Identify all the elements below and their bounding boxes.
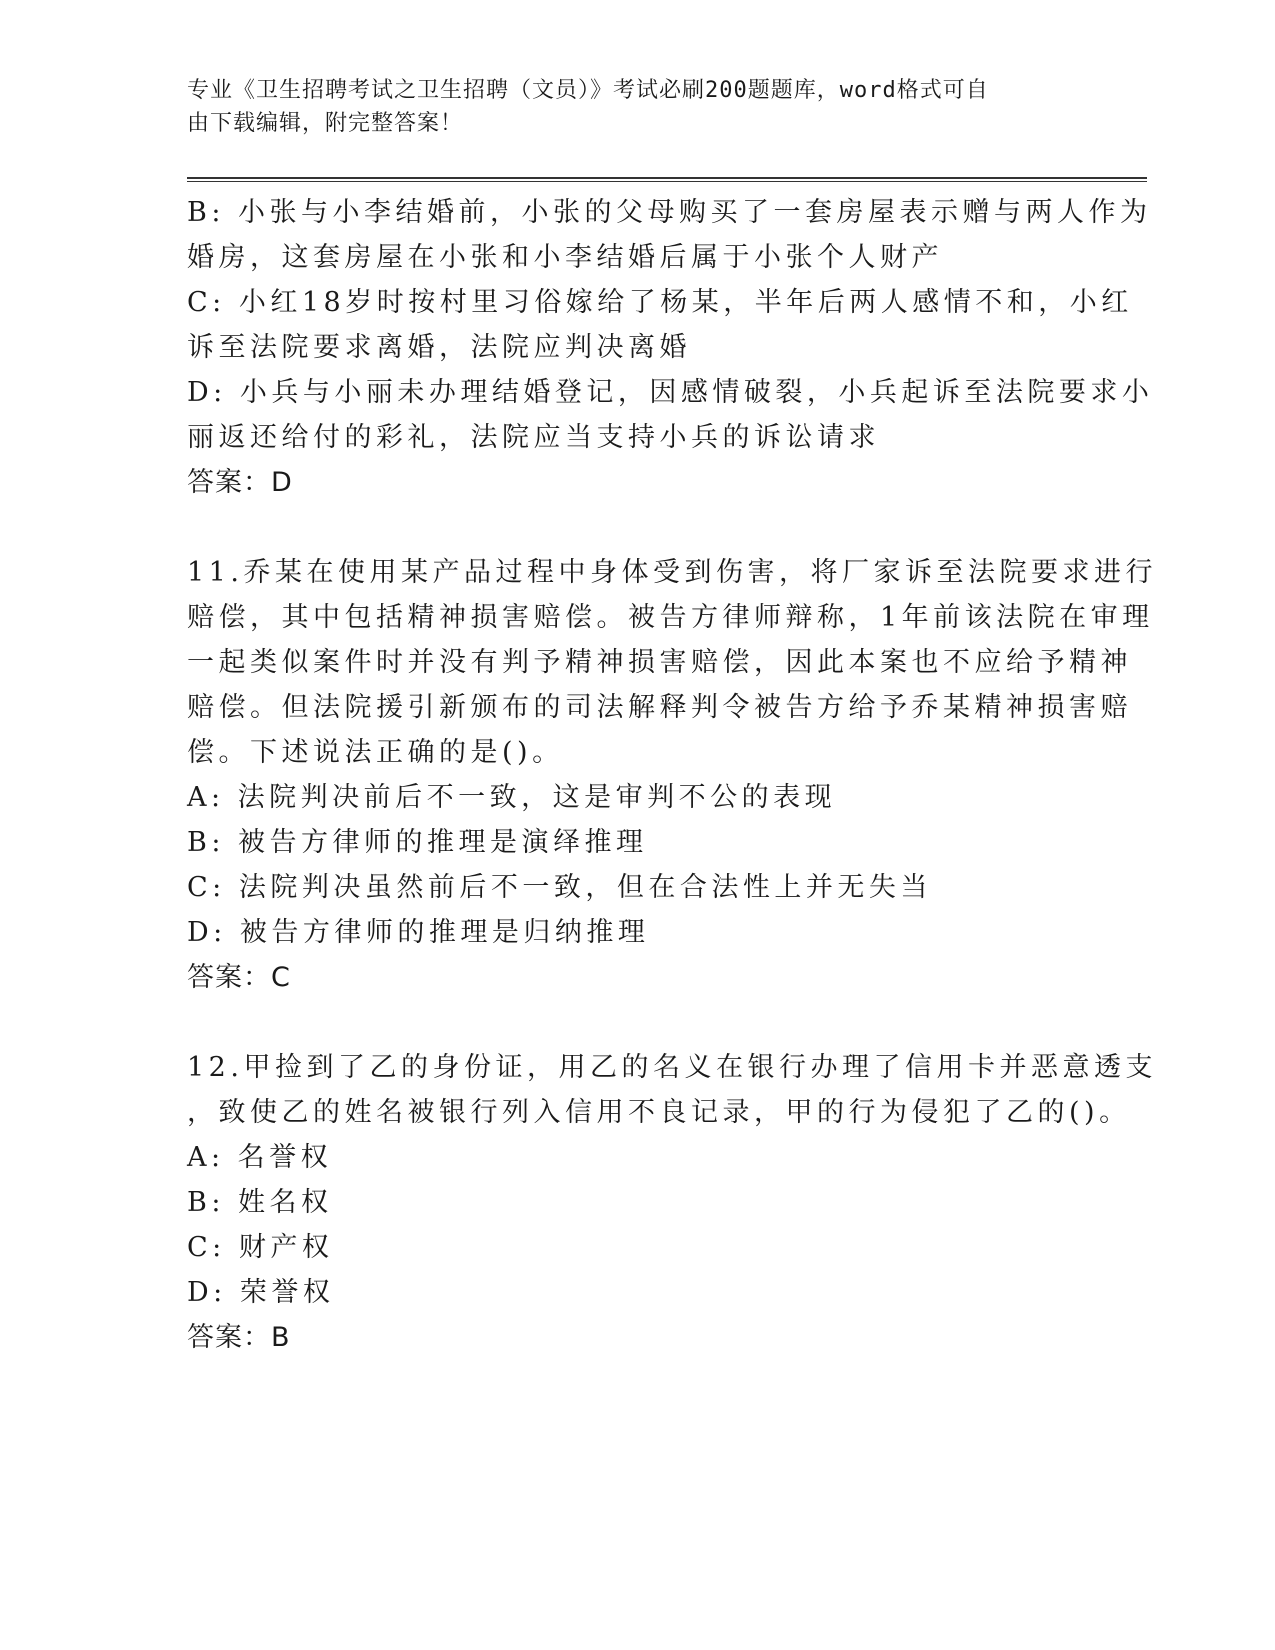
option-a: A: 法院判决前后不一致，这是审判不公的表现: [187, 782, 837, 813]
option-d: D: 荣誉权: [187, 1277, 335, 1308]
question-10-options: [187, 190, 1154, 505]
answer-line: 答案：B: [187, 1322, 291, 1353]
spacer: [187, 1000, 1087, 1045]
header-line-1: 专业《卫生招聘考试之卫生招聘（文员）》考试必刷200题题库，word格式可自: [187, 78, 989, 103]
option-b: B: 姓名权: [187, 1187, 333, 1218]
document-header: [187, 74, 1087, 140]
question-stem-line: 偿。下述说法正确的是()。: [187, 737, 564, 768]
question-stem-line: 一起类似案件时并没有判予精神损害赔偿，因此本案也不应给予精神: [187, 647, 1132, 678]
option-d: D: 被告方律师的推理是归纳推理: [187, 917, 650, 948]
option-b-line: 婚房，这套房屋在小张和小李结婚后属于小张个人财产: [187, 242, 943, 273]
answer-line: 答案：C: [187, 962, 291, 993]
question-12: [187, 1045, 1157, 1360]
question-stem-line: 赔偿，其中包括精神损害赔偿。被告方律师辩称，1年前该法院在审理: [187, 602, 1154, 633]
option-d-line: D: 小兵与小丽未办理结婚登记，因感情破裂，小兵起诉至法院要求小: [187, 377, 1154, 408]
question-content: [187, 190, 1157, 1360]
option-c: C: 法院判决虽然前后不一致，但在合法性上并无失当: [187, 872, 932, 903]
answer-line: 答案：D: [187, 467, 293, 498]
option-a: A: 名誉权: [187, 1142, 333, 1173]
question-11: [187, 550, 1157, 1000]
option-c: C: 财产权: [187, 1232, 334, 1263]
question-stem-line: 12.甲捡到了乙的身份证，用乙的名义在银行办理了信用卡并恶意透支: [187, 1052, 1157, 1083]
header-divider: [187, 177, 1147, 182]
question-stem-line: ，致使乙的姓名被银行列入信用不良记录，甲的行为侵犯了乙的()。: [187, 1097, 1131, 1128]
option-b-line: B: 小张与小李结婚前，小张的父母购买了一套房屋表示赠与两人作为: [187, 197, 1152, 228]
spacer: [187, 505, 1087, 550]
option-d-line: 丽返还给付的彩礼，法院应当支持小兵的诉讼请求: [187, 422, 880, 453]
question-stem-line: 赔偿。但法院援引新颁布的司法解释判令被告方给予乔某精神损害赔: [187, 692, 1132, 723]
question-stem-line: 11.乔某在使用某产品过程中身体受到伤害，将厂家诉至法院要求进行: [187, 557, 1157, 588]
header-line-2: 由下载编辑，附完整答案！: [187, 111, 464, 136]
option-b: B: 被告方律师的推理是演绎推理: [187, 827, 648, 858]
option-c-line: C: 小红18岁时按村里习俗嫁给了杨某，半年后两人感情不和，小红: [187, 287, 1133, 318]
option-c-line: 诉至法院要求离婚，法院应判决离婚: [187, 332, 691, 363]
